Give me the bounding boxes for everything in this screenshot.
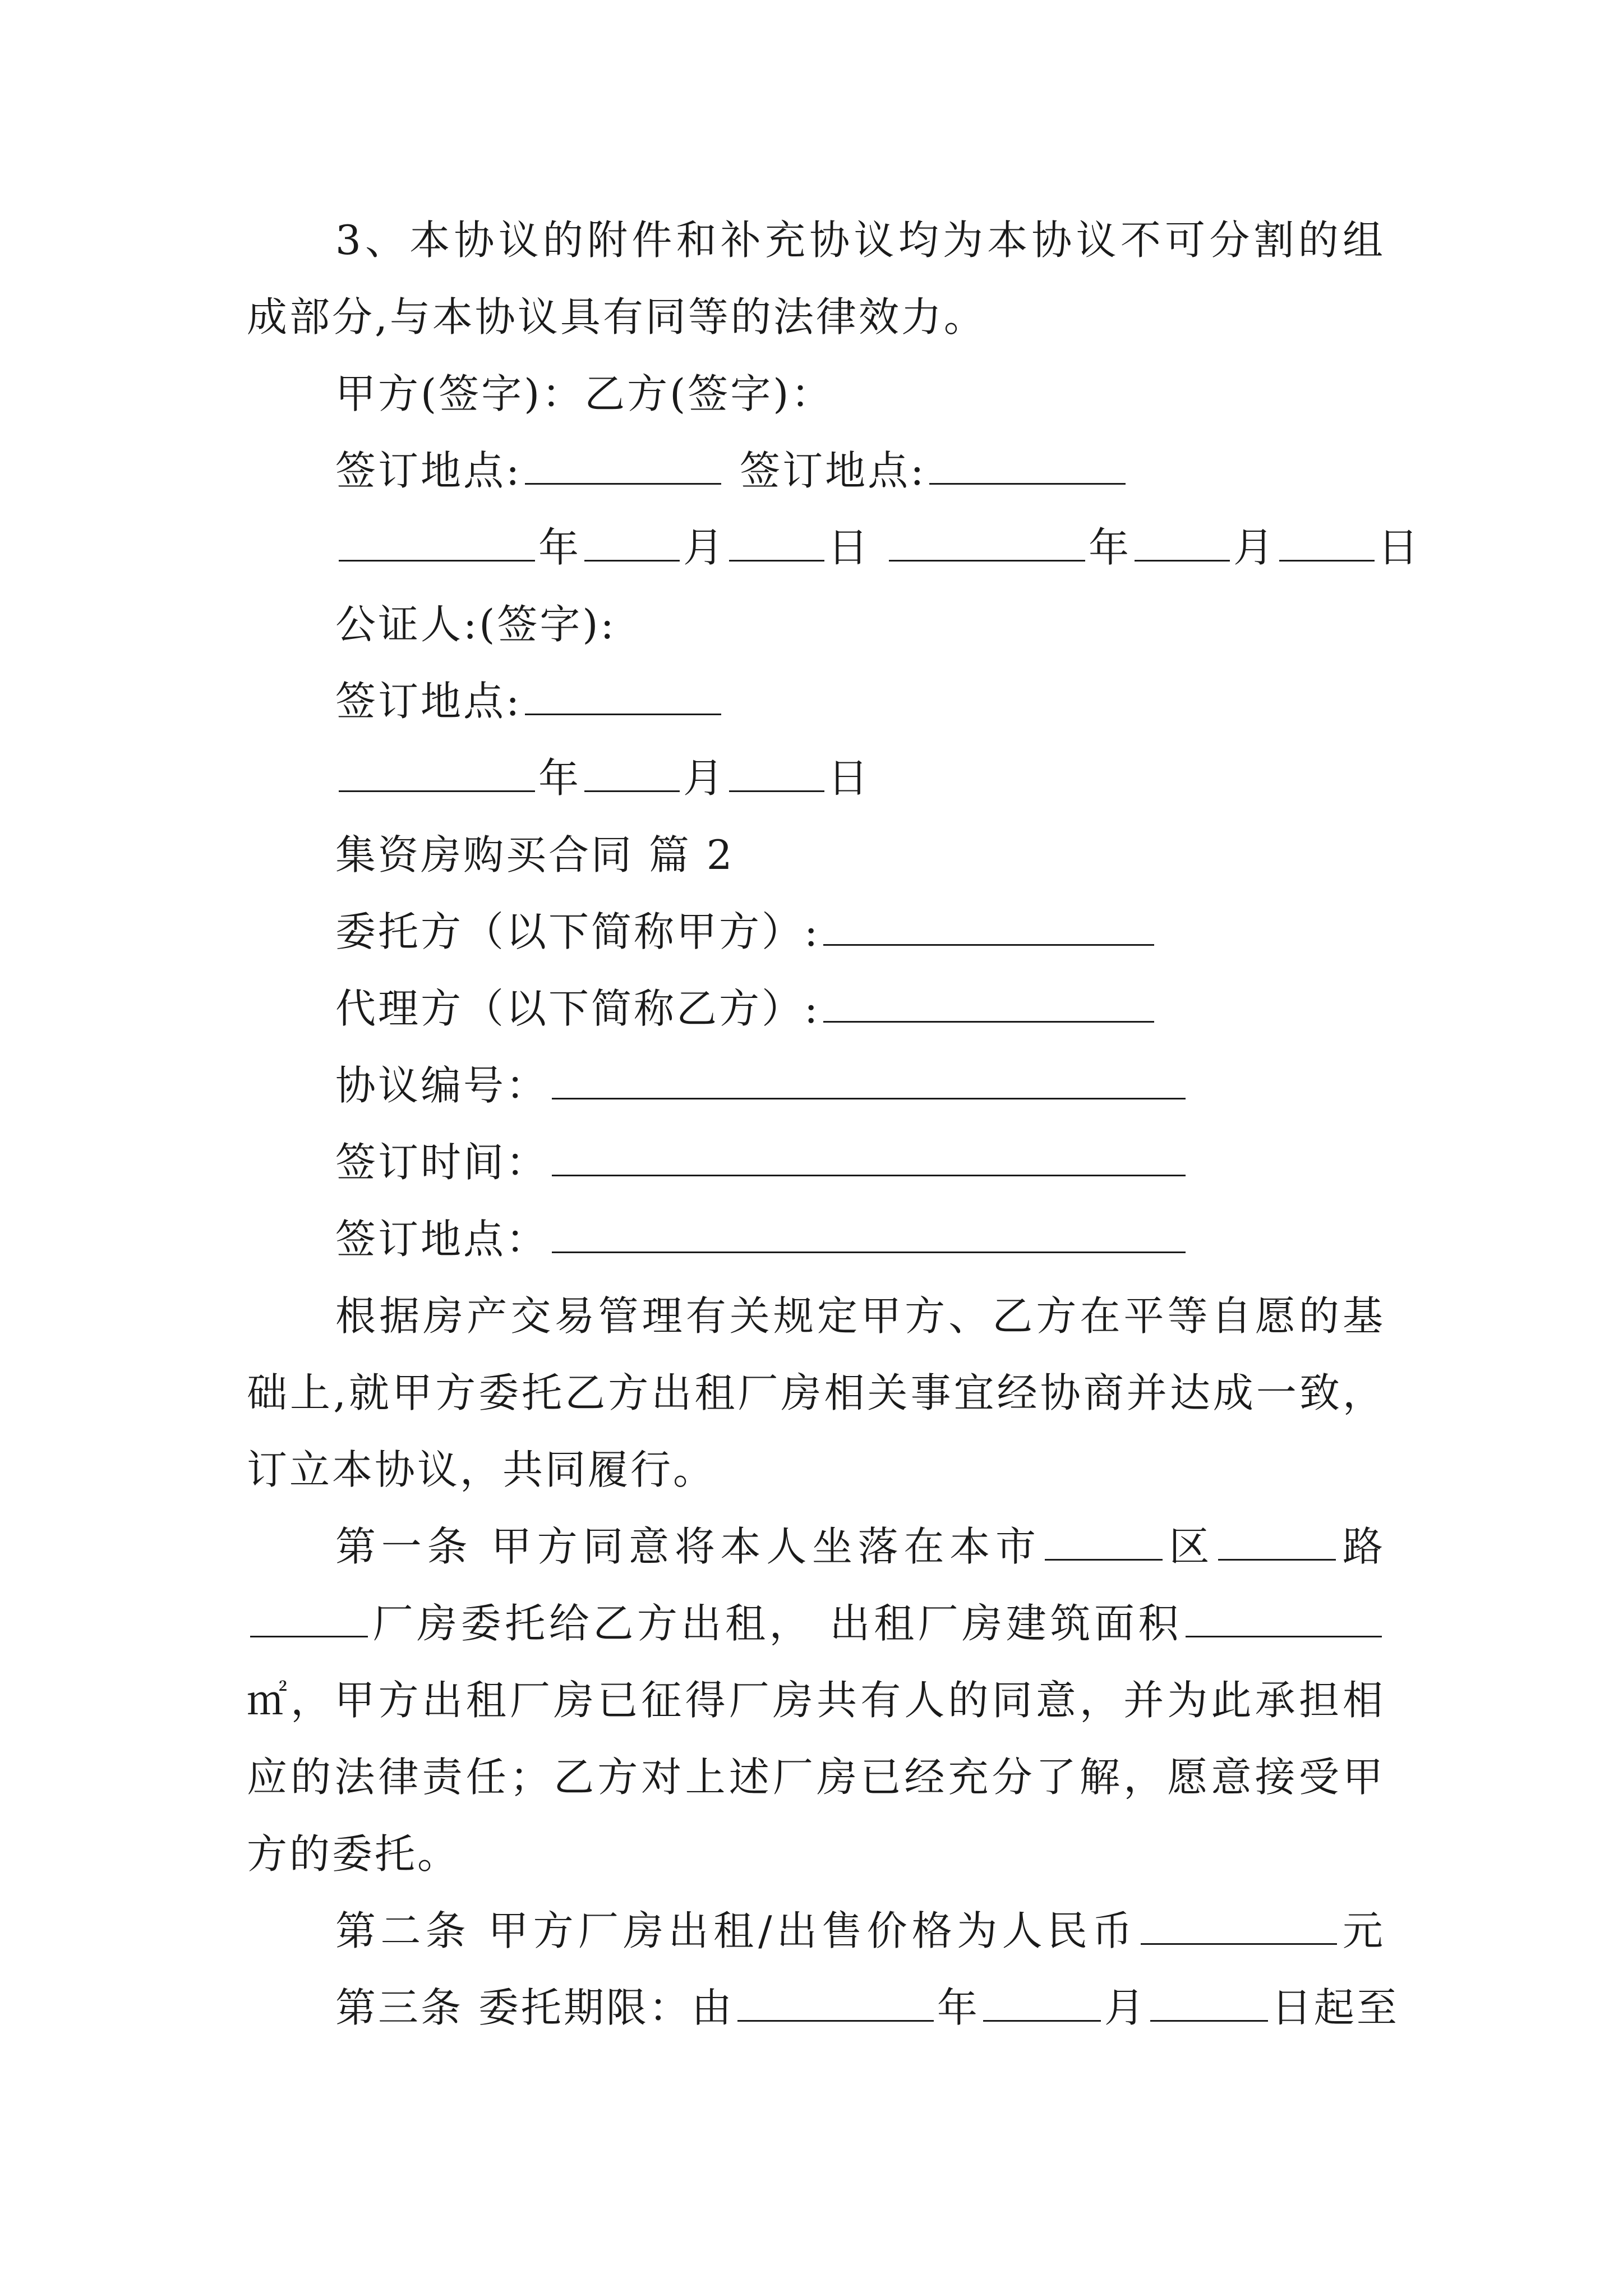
agreement-number-row: 协议编号： — [247, 1047, 1385, 1124]
price-blank — [1141, 1910, 1337, 1945]
signing-location-blank — [552, 1218, 1186, 1253]
section-title: 集资房购买合同 篇 2 — [335, 831, 735, 878]
article-1-line-5: 方的委托。 — [247, 1830, 460, 1878]
article-1-line-2: 厂房委托给乙方出租， 出租厂房建筑面积 — [247, 1585, 1385, 1662]
signing-time-blank — [552, 1141, 1186, 1176]
clause-3-line-1: 3、本协议的附件和补充协议均为本协议不可分割的组 — [335, 217, 1385, 264]
notary-signing-place: 签订地点: — [247, 663, 1385, 740]
article-1-line-4: 应的法律责任；乙方对上述厂房已经充分了解，愿意接受甲 — [247, 1754, 1385, 1801]
agreement-number-blank — [552, 1064, 1186, 1099]
article-2: 第二条 甲方厂房出租/出售价格为人民币 元 — [335, 1907, 1385, 1954]
article-3: 第三条 委托期限：由 年 月 日起至 — [335, 1984, 1399, 2031]
signing-place-label-a: 签订地点: — [335, 447, 522, 494]
signing-place-blank-b — [929, 449, 1126, 485]
article-1-line-3: ㎡，甲方出租厂房已征得厂房共有人的同意，并为此承担相 — [247, 1677, 1385, 1724]
address-blank — [250, 1602, 368, 1637]
signing-place-blank-a — [525, 449, 721, 485]
date-row-parties: 年 月 日 年 月 日 — [247, 509, 1385, 586]
district-blank — [1045, 1525, 1163, 1561]
year-blank — [339, 526, 535, 562]
notary-month-blank — [584, 757, 680, 792]
day-blank-b — [1279, 526, 1375, 562]
signing-place-row — [247, 432, 1385, 509]
signing-location-row: 签订地点： — [247, 1201, 1385, 1278]
signature-parties: 甲方(签字)：乙方(签字)： — [335, 370, 834, 417]
preamble-line-1: 根据房产交易管理有关规定甲方、乙方在平等自愿的基 — [335, 1292, 1385, 1340]
agent-party-row: 代理方（以下简称乙方）: — [247, 970, 1385, 1047]
term-year-blank — [737, 1986, 934, 2022]
signing-place-label-b: 签订地点: — [740, 447, 926, 494]
client-party-blank — [823, 910, 1154, 946]
client-party-row: 委托方（以下简称甲方）: — [247, 894, 1385, 970]
area-blank — [1186, 1602, 1382, 1637]
notary-place-blank — [525, 680, 721, 715]
notary-year-blank — [339, 757, 535, 792]
signing-time-row: 签订时间： — [247, 1124, 1385, 1201]
article-1-line-1: 第一条 甲方同意将本人坐落在本市 区 路 — [335, 1523, 1385, 1570]
year-blank-b — [889, 526, 1085, 562]
day-blank — [729, 526, 824, 562]
road-blank — [1218, 1525, 1336, 1561]
term-month-blank — [983, 1986, 1101, 2022]
preamble-line-3: 订立本协议，共同履行。 — [247, 1446, 716, 1493]
notary-day-blank — [729, 757, 824, 792]
month-blank — [584, 526, 680, 562]
preamble-line-2: 础上,就甲方委托乙方出租厂房相关事宜经协商并达成一致， — [247, 1369, 1385, 1416]
term-day-blank — [1150, 1986, 1268, 2022]
clause-3-line-2: 成部分,与本协议具有同等的法律效力。 — [247, 293, 986, 341]
date-row-notary: 年 月 日 — [247, 740, 1385, 817]
notary-signature: 公证人:(签字): — [335, 601, 616, 648]
agent-party-blank — [823, 987, 1154, 1023]
month-blank-b — [1135, 526, 1230, 562]
document-page — [247, 202, 1421, 2046]
